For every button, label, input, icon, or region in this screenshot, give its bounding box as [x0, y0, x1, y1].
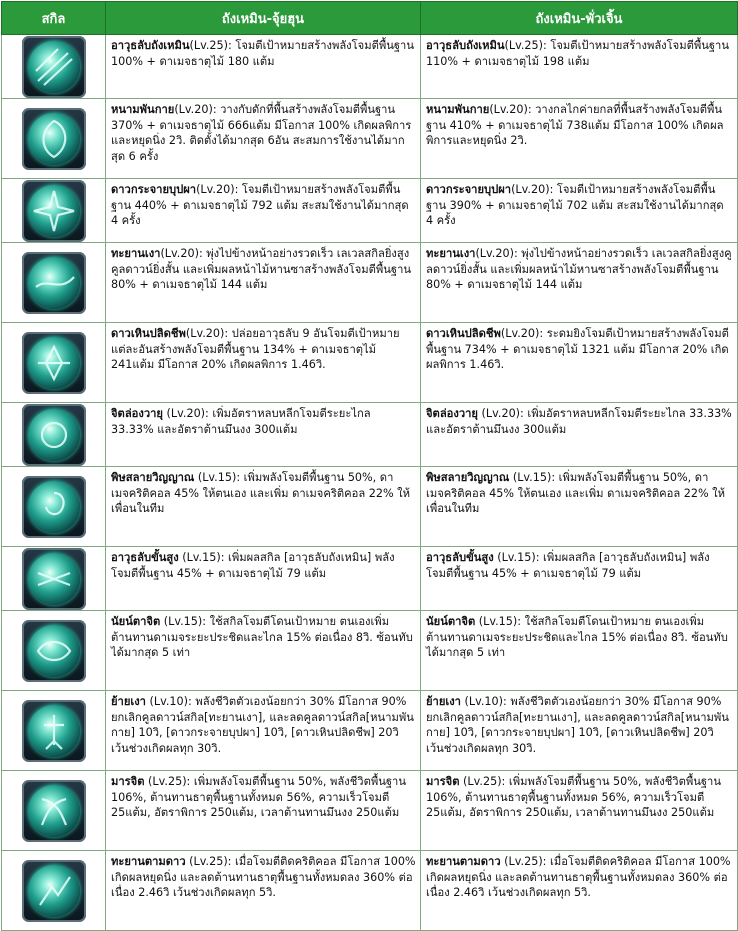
skill-icon-cell — [2, 243, 106, 323]
skill-orb — [28, 185, 80, 237]
skill-icon-cell — [2, 547, 106, 611]
skill-icon-cell — [2, 771, 106, 851]
eye-mind-icon — [22, 620, 86, 682]
right-class-desc — [421, 467, 738, 547]
skill-description: (Lv.15): ใช้สกิลโจมตีโดนเป้าหมาย ตนเองเพิ่มต้านทานดาเมจระยะประชิดและไกล 15% ต่อเนื่อง 8วิ. ซ้อนทับได้มากสุด 5 เท่า — [111, 615, 413, 660]
skill-glyph — [28, 257, 80, 309]
skill-name: อาวุธลับถังเหมิน — [426, 39, 505, 52]
shadow-dash-icon — [22, 252, 86, 314]
death-star-icon — [22, 332, 86, 394]
soul-poison-icon — [22, 476, 86, 538]
skill-description: (Lv.25): เพิ่มพลังโจมตีพื้นฐาน 50%, พลังชีวิตพื้นฐาน 106%, ต้านทานธาตุพื้นฐานทั้งหมด 56%, ความเร็วโจมตี 25แต้ม, อัตราพิการ 250แต้ม, เวลาต้านทานมึนงง 250แต้ม — [111, 775, 406, 820]
table-row — [2, 771, 738, 851]
skill-name: ทะยานตามดาว — [426, 855, 501, 868]
table-row — [2, 179, 738, 243]
skill-glyph — [28, 185, 80, 237]
right-class-desc — [421, 403, 738, 467]
skill-name: ดาวกระจายบุปผา — [111, 183, 197, 196]
skill-comparison-table — [1, 1, 738, 931]
table-row — [2, 243, 738, 323]
demon-mind-icon — [22, 780, 86, 842]
skill-name: จิตล่องวายุ — [426, 407, 478, 420]
right-class-desc — [421, 771, 738, 851]
thorn-trap-icon — [22, 108, 86, 170]
skill-name: ทะยานเงา — [426, 247, 476, 260]
skill-description: (Lv.10): พลังชีวิตตัวเองน้อยกว่า 30% มีโอกาส 90% ยกเลิกคูลดาวน์สกิล[ทะยานเงา], และลดคูลดาวน์สกิล[หนามพันกาย] 10วิ, [ดาวกระจายบุปผา] 10วิ, [ดาวเหินปลิดชีพ] 20วิ เว้นช่วงเกิดผลทุก 30วิ. — [426, 695, 729, 755]
table-row — [2, 35, 738, 99]
advanced-weapon-icon — [22, 548, 86, 610]
skill-name: มารจิต — [111, 775, 145, 788]
header-right-class: ถังเหมิน-พั่วเจิ้น — [421, 2, 738, 35]
skill-orb — [28, 705, 80, 757]
skill-name: ดาวเหินปลิดชีพ — [111, 327, 186, 340]
skill-orb — [28, 41, 80, 93]
skill-description: (Lv.20): โจมตีเป้าหมายสร้างพลังโจมตีพื้นฐาน 390% + ดาเมจธาตุไม้ 702 แต้ม สะสมใช้งานได้มากสุด 4 ครั้ง — [426, 183, 724, 228]
skill-description: (Lv.20): เพิ่มอัตราหลบหลีกโจมตีระยะไกล 33.33% และอัตราต้านมึนงง 300แต้ม — [111, 407, 371, 436]
skill-orb — [28, 409, 80, 461]
skill-icon-cell — [2, 323, 106, 403]
skill-description: (Lv.20): พุ่งไปข้างหน้าอย่างรวดเร็ว เลเวลสกิลยิ่งสูงคูลดาวน์ยิ่งสั้น และเพิ่มผลหน้าไม้หานซาสร้างพลังโจมตีพื้นฐาน 80% + ดาเมจธาตุไม้ 144 แต้ม — [111, 247, 412, 292]
skill-glyph — [28, 409, 80, 461]
skill-description: (Lv.15): เพิ่มพลังโจมตีพื้นฐาน 50%, ดาเมจคริติคอล 45% ให้ตนเอง และเพิ่ม ดาเมจคริติคอล 22% ให้เพื่อนในทีม — [111, 471, 410, 516]
skill-orb — [28, 257, 80, 309]
skill-name: อาวุธลับขั้นสูง — [426, 551, 494, 564]
skill-description: (Lv.10): พลังชีวิตตัวเองน้อยกว่า 30% มีโอกาส 90% ยกเลิกคูลดาวน์สกิล[ทะยานเงา], และลดคูลดาวน์สกิล[หนามพันกาย] 10วิ, [ดาวกระจายบุปผา] 10วิ, [ดาวเหินปลิดชีพ] 20วิ เว้นช่วงเกิดผลทุก 30วิ. — [111, 695, 414, 755]
skill-description: (Lv.20): วางกับดักที่พื้นสร้างพลังโจมตีพื้นฐาน 370% + ดาเมจธาตุไม้ 666แต้ม มีโอกาส 100% เกิดผลพิการและหยุดนิ่ง 2วิ. ติดตั้งได้มากสุด 6อัน สะสมการใช้งานได้มากสุด 6 ครั้ง — [111, 103, 412, 163]
skill-description: (Lv.25): โจมตีเป้าหมายสร้างพลังโจมตีพื้นฐาน 100% + ดาเมจธาตุไม้ 180 แต้ม — [111, 39, 414, 68]
left-class-desc — [106, 243, 421, 323]
star-chase-icon — [22, 860, 86, 922]
skill-description: (Lv.20): วางกลไกค่ายกลที่พื้นสร้างพลังโจมตีพื้นฐาน 410% + ดาเมจธาตุไม้ 738แต้ม มีโอกาส 100% เกิดผลพิการและหยุดนิ่ง 2วิ. — [426, 103, 724, 148]
skill-glyph — [28, 865, 80, 917]
skill-orb — [28, 865, 80, 917]
skill-orb — [28, 337, 80, 389]
skill-orb — [28, 625, 80, 677]
skill-name: ย้ายเงา — [426, 695, 461, 708]
skill-glyph — [28, 705, 80, 757]
shadow-shift-icon — [22, 700, 86, 762]
skill-name: พิษสลายวิญญาณ — [426, 471, 510, 484]
skill-description: (Lv.25): เมื่อโจมตีติดคริติคอล มีโอกาส 100% เกิดผลหยุดนิ่ง และลดต้านทานธาตุพื้นฐานทั้งหมดลง 360% ต่อเนื่อง 2.46วิ เว้นช่วงเกิดผลทุก 5วิ. — [111, 855, 416, 900]
skill-icon-cell — [2, 611, 106, 691]
right-class-desc — [421, 35, 738, 99]
right-class-desc — [421, 547, 738, 611]
skill-icon-cell — [2, 99, 106, 179]
skill-name: หนามพันกาย — [111, 103, 175, 116]
skill-glyph — [28, 553, 80, 605]
left-class-desc — [106, 547, 421, 611]
right-class-desc — [421, 179, 738, 243]
right-class-desc — [421, 611, 738, 691]
header-row — [2, 2, 738, 35]
skill-description: (Lv.20): ปล่อยอาวุธลับ 9 อันโจมตีเป้าหมาย แต่ละอันสร้างพลังโจมตีพื้นฐาน 134% + ดาเมจธาตุไม้ 241แต้ม มีโอกาส 20% เกิดผลพิการ 1.46วิ. — [111, 327, 400, 372]
left-class-desc — [106, 403, 421, 467]
skill-icon-cell — [2, 467, 106, 547]
skill-description: (Lv.15): เพิ่มผลสกิล [อาวุธลับถังเหมิน] พลังโจมตีพื้นฐาน 45% + ดาเมจธาตุไม้ 79 แต้ม — [426, 551, 710, 580]
skill-glyph — [28, 337, 80, 389]
skill-description: (Lv.20): ระดมยิงโจมตีเป้าหมายสร้างพลังโจมตีพื้นฐาน 734% + ดาเมจธาตุไม้ 1321 แต้ม มีโอกาส 20% เกิดผลพิการ 1.46วิ. — [426, 327, 729, 372]
right-class-desc — [421, 691, 738, 771]
skill-name: อาวุธลับถังเหมิน — [111, 39, 190, 52]
skill-name: ดาวเหินปลิดชีพ — [426, 327, 501, 340]
left-class-desc — [106, 771, 421, 851]
header-left-class: ถังเหมิน-จุ้ยฮุน — [106, 2, 421, 35]
skill-icon-cell — [2, 851, 106, 931]
left-class-desc — [106, 851, 421, 931]
right-class-desc — [421, 99, 738, 179]
header-skill: สกิล — [2, 2, 106, 35]
skill-icon-cell — [2, 35, 106, 99]
skill-description: (Lv.25): โจมตีเป้าหมายสร้างพลังโจมตีพื้นฐาน 110% + ดาเมจธาตุไม้ 198 แต้ม — [426, 39, 729, 68]
skill-name: นัยน์ตาจิต — [111, 615, 161, 628]
skill-name: ทะยานตามดาว — [111, 855, 186, 868]
skill-description: (Lv.15): เพิ่มผลสกิล [อาวุธลับถังเหมิน] พลังโจมตีพื้นฐาน 45% + ดาเมจธาตุไม้ 79 แต้ม — [111, 551, 395, 580]
table-row — [2, 99, 738, 179]
skill-name: พิษสลายวิญญาณ — [111, 471, 195, 484]
skill-description: (Lv.20): โจมตีเป้าหมายสร้างพลังโจมตีพื้นฐาน 440% + ดาเมจธาตุไม้ 792 แต้ม สะสมใช้งานได้มากสุด 4 ครั้ง — [111, 183, 409, 228]
skill-glyph — [28, 41, 80, 93]
right-class-desc — [421, 851, 738, 931]
table-row — [2, 467, 738, 547]
table-row — [2, 403, 738, 467]
table-row — [2, 611, 738, 691]
skill-glyph — [28, 113, 80, 165]
skill-orb — [28, 481, 80, 533]
skill-description: (Lv.15): ใช้สกิลโจมตีโดนเป้าหมาย ตนเองเพิ่มต้านทานดาเมจระยะประชิดและไกล 15% ต่อเนื่อง 8วิ. ซ้อนทับได้มากสุด 5 เท่า — [426, 615, 728, 660]
right-class-desc — [421, 243, 738, 323]
table-row — [2, 851, 738, 931]
skill-name: ย้ายเงา — [111, 695, 146, 708]
skill-description: (Lv.25): เพิ่มพลังโจมตีพื้นฐาน 50%, พลังชีวิตพื้นฐาน 106%, ต้านทานธาตุพื้นฐานทั้งหมด 56%, ความเร็วโจมตี 25แต้ม, อัตราพิการ 250แต้ม, เวลาต้านทานมึนงง 250แต้ม — [426, 775, 721, 820]
skill-description: (Lv.15): เพิ่มพลังโจมตีพื้นฐาน 50%, ดาเมจคริติคอล 45% ให้ตนเอง และเพิ่ม ดาเมจคริติคอล 22% ให้เพื่อนในทีม — [426, 471, 725, 516]
evasion-eye-icon — [22, 404, 86, 466]
left-class-desc — [106, 691, 421, 771]
left-class-desc — [106, 179, 421, 243]
skill-description: (Lv.20): พุ่งไปข้างหน้าอย่างรวดเร็ว เลเวลสกิลยิ่งสูงคูลดาวน์ยิ่งสั้น และเพิ่มผลหน้าไม้หานซาสร้างพลังโจมตีพื้นฐาน 80% + ดาเมจธาตุไม้ 144 แต้ม — [426, 247, 732, 292]
skill-name: หนามพันกาย — [426, 103, 490, 116]
blade-storm-icon — [22, 36, 86, 98]
skill-orb — [28, 553, 80, 605]
skill-icon-cell — [2, 691, 106, 771]
skill-name: มารจิต — [426, 775, 460, 788]
skill-glyph — [28, 785, 80, 837]
skill-name: จิตล่องวายุ — [111, 407, 163, 420]
skill-name: ทะยานเงา — [111, 247, 161, 260]
skill-glyph — [28, 625, 80, 677]
left-class-desc — [106, 99, 421, 179]
table-row — [2, 323, 738, 403]
skill-name: นัยน์ตาจิต — [426, 615, 476, 628]
left-class-desc — [106, 35, 421, 99]
right-class-desc — [421, 323, 738, 403]
table-row — [2, 691, 738, 771]
skill-icon-cell — [2, 403, 106, 467]
skill-icon-cell — [2, 179, 106, 243]
skill-glyph — [28, 481, 80, 533]
skill-description: (Lv.20): เพิ่มอัตราหลบหลีกโจมตีระยะไกล 33.33% และอัตราต้านมึนงง 300แต้ม — [426, 407, 732, 436]
left-class-desc — [106, 611, 421, 691]
skill-orb — [28, 113, 80, 165]
skill-orb — [28, 785, 80, 837]
skill-name: อาวุธลับขั้นสูง — [111, 551, 179, 564]
left-class-desc — [106, 323, 421, 403]
table-row — [2, 547, 738, 611]
skill-name: ดาวกระจายบุปผา — [426, 183, 512, 196]
skill-description: (Lv.25): เมื่อโจมตีติดคริติคอล มีโอกาส 100% เกิดผลหยุดนิ่ง และลดต้านทานธาตุพื้นฐานทั้งหมดลง 360% ต่อเนื่อง 2.46วิ เว้นช่วงเกิดผลทุก 5วิ. — [426, 855, 731, 900]
left-class-desc — [106, 467, 421, 547]
scatter-flower-icon — [22, 180, 86, 242]
